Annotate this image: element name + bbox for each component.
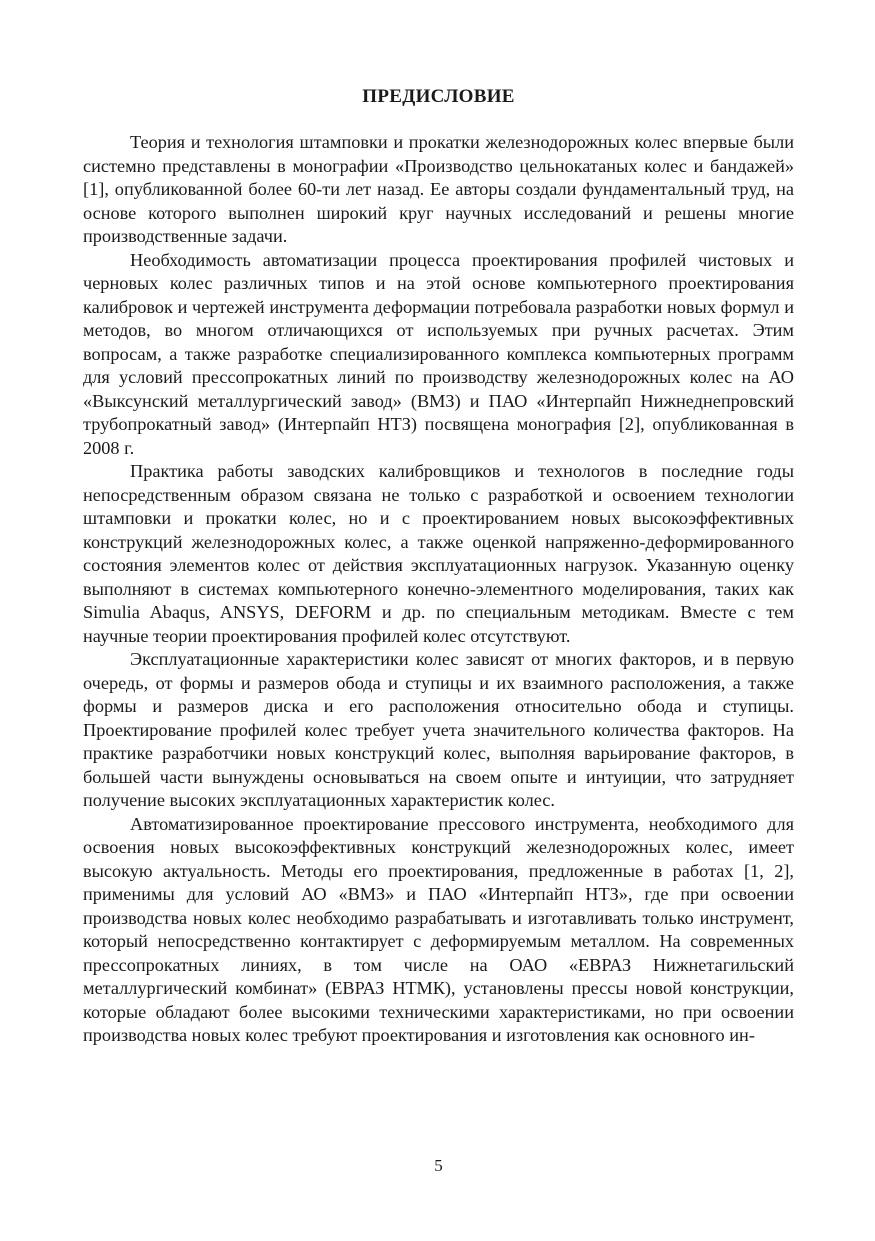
paragraph-3: Практика работы заводских калибровщиков и технологов в последние годы непосредственным образом связана не только с разработкой и освоением технологии штамповки и прокатки колес, но и с проектированием новых высокоэффективных конструкций железнодорожных колес, а также оценкой напряженно-деформированного состояния элементов колес от действия эксплуатационных нагрузок. Указанную оценку выполняют в системах компьютерного конечно-элементного моделирования, таких как Simulia Abaqus, ANSYS, DEFORM и др. по специальным методикам. Вместе с тем научные теории проектирования профилей колес отсутствуют.	[83, 461, 794, 646]
page-title: ПРЕДИСЛОВИЕ	[362, 86, 515, 107]
body-text	[83, 131, 794, 1048]
paragraph-4: Эксплуатационные характеристики колес зависят от многих факторов, и в первую очередь, от формы и размеров обода и ступицы и их взаимного расположения, а также формы и размеров диска и его расположения относительно обода и ступицы. Проектирование профилей колес требует учета значительного количества факторов. На практике разработчики новых конструкций колес, выполняя варьирование факторов, в большей части вынуждены основываться на своем опыте и интуиции, что затрудняет получение высоких эксплуатационных характеристик колес.	[83, 649, 794, 810]
paragraph-2: Необходимость автоматизации процесса проектирования профилей чистовых и черновых колес различных типов и на этой основе компьютерного проектирования калибровок и чертежей инструмента деформации потребовала разработки новых формул и методов, во многом отличающихся от используемых при ручных расчетах. Этим вопросам, а также разработке специализированного комплекса компьютерных программ для условий прессопрокатных линий по производству железнодорожных колес на АО «Выксунский металлургический завод» (ВМЗ) и ПАО «Интерпайп Нижнеднепровский трубопрокатный завод» (Интерпайп НТЗ) посвящена монография [2], опубликованная в 2008 г.	[83, 249, 794, 458]
document-page	[83, 0, 794, 1241]
paragraph-1: Теория и технология штамповки и прокатки железнодорожных колес впервые были системно представлены в монографии «Производство цельнокатаных колес и бандажей» [1], опубликованной более 60-ти лет назад. Ее авторы создали фундаментальный труд, на основе которого выполнен широкий круг научных исследований и решены многие производственные задачи.	[83, 132, 794, 246]
page-number: 5	[434, 1156, 443, 1175]
paragraph-5: Автоматизированное проектирование прессового инструмента, необходимого для освоения новых высокоэффективных конструкций железнодорожных колес, имеет высокую актуальность. Методы его проектирования, предложенные в работах [1, 2], применимы для условий АО «ВМЗ» и ПАО «Интерпайп НТЗ», где при освоении производства новых колес необходимо разрабатывать и изготавливать только инструмент, который непосредственно контактирует с деформируемым металлом. На современных прессопрокатных линиях, в том числе на ОАО «ЕВРАЗ Нижнетагильский металлургический комбинат» (ЕВРАЗ НТМК), установлены прессы новой конструкции, которые обладают более высокими техническими характеристиками, но при освоении производства новых колес требуют проектирования и изготовления как основного ин-	[83, 813, 794, 1045]
